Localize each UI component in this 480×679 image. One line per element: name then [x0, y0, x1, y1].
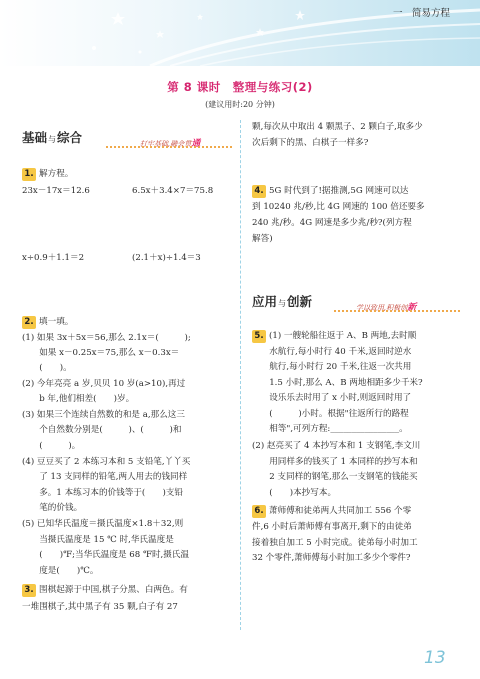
question-line: 多。1 本练习本的价钱等于( )支铅	[22, 488, 183, 498]
section-apply-header	[252, 294, 462, 316]
question-number: 3.	[22, 584, 36, 597]
question-line: ( )本抄写本。	[252, 488, 337, 498]
question-number: 5.	[252, 330, 266, 343]
section-basic-dots	[106, 146, 232, 148]
section-apply-title: 应用与创新	[252, 294, 313, 309]
question-line: 解答)	[252, 234, 273, 244]
question-number: 2.	[22, 316, 36, 329]
equation: 6.5x＋3.4×7＝75.8	[132, 186, 214, 196]
question-line: 240 兆/秒。4G 网速是多少兆/秒?(列方程	[252, 218, 412, 228]
equation: x÷0.9＋1.1＝2	[22, 253, 85, 263]
question-line: 设乐乐去时用了 x 小时,则返回时用了	[252, 393, 412, 403]
column-divider	[240, 120, 241, 630]
equation: (2.1＋x)÷1.4＝3	[132, 253, 201, 263]
question-line: 接着独自加工 5 小时完成。徒弟每小时加工	[252, 538, 418, 548]
question-line: 相等",可列方程:________________。	[252, 424, 408, 434]
chapter-title: 一 简易方程	[393, 8, 451, 19]
question-line: 笔的价钱。	[22, 503, 83, 513]
question-number: 6.	[252, 505, 266, 518]
question-2: 2. 填一填。	[22, 315, 73, 330]
question-line: (1) 如果 3x＋5x＝56,那么 2.1x＝( );	[22, 333, 191, 343]
question-4: 4. 5G 时代到了!据推测,5G 网速可以达	[252, 184, 408, 199]
section-basic-title: 基础与综合	[22, 130, 83, 145]
question-3: 3. 围棋起源于中国,棋子分黑、白两色。有	[22, 583, 188, 598]
question-line: (2) 今年亮亮 a 岁,贝贝 10 岁(a>10),再过	[22, 379, 186, 389]
question-line: 用同样多的钱买了 1 本同样的抄写本和	[252, 457, 418, 467]
question-6: 6. 萧师傅和徒弟两人共同加工 556 个零	[252, 504, 411, 519]
question-line: (3) 如果三个连续自然数的和是 a,那么这三	[22, 410, 185, 420]
section-basic-header	[22, 130, 232, 152]
question-line: 个自然数分别是( )、( )和	[22, 425, 182, 435]
question-line: b 年,他们相差( )岁。	[22, 394, 135, 404]
question-line: 当摄氏温度是 15 ℃ 时,华氏温度是	[22, 535, 174, 545]
question-line: 件,6 小时后萧师傅有事离开,剩下的由徒弟	[252, 522, 412, 532]
question-line: ( )。	[22, 441, 81, 451]
question-number: 1.	[22, 168, 36, 181]
page-number: 13	[424, 648, 446, 668]
question-line: 颗,每次从中取出 4 颗黑子、2 颗白子,取多少	[252, 122, 423, 132]
question-line: 度是( )℃。	[22, 566, 99, 576]
question-line: ( )℉;当华氏温度是 68 ℉时,摄氏温	[22, 550, 190, 560]
equation: 23x－17x＝12.6	[22, 186, 90, 196]
question-line: 水航行,每小时行 40 千米,返回时逆水	[252, 347, 412, 357]
question-line: 到 10240 兆/秒,比 4G 网速的 100 倍还要多	[252, 202, 425, 212]
question-line: 32 个零件,萧师傅每小时加工多少个零件?	[252, 553, 411, 563]
question-line: 一堆围棋子,其中黑子有 35 颗,白子有 27	[22, 602, 178, 612]
question-line: 次后剩下的黑、白棋子一样多?	[252, 138, 369, 148]
question-line: 2 支同样的钢笔,那么一支钢笔的钱能买	[252, 472, 418, 482]
question-line: (4) 豆豆买了 2 本练习本和 5 支铅笔,丫丫买	[22, 457, 191, 467]
section-apply-dots	[334, 310, 460, 312]
question-1: 1. 解方程。	[22, 167, 73, 182]
question-line: (2) 赵亮买了 4 本抄写本和 1 支钢笔,李文川	[252, 441, 421, 451]
lesson-title: 第 8 课时 整理与练习(2)	[167, 80, 313, 94]
question-5: 5. (1) 一艘轮船往返于 A、B 两地,去时顺	[252, 329, 416, 344]
question-line: ( )。	[22, 363, 72, 373]
question-line: (5) 已知华氏温度＝摄氏温度×1.8＋32,则	[22, 519, 184, 529]
question-line: 航行,每小时行 20 千米,往返一次共用	[252, 362, 412, 372]
lesson-subtitle: (建议用时:20 分钟)	[205, 100, 275, 109]
header-band	[0, 0, 480, 66]
section-basic-slogan: 打牢基础,融会贯通	[140, 139, 201, 149]
question-number: 4.	[252, 185, 266, 198]
question-line: ( )小时。根据"往返所行的路程	[252, 409, 409, 419]
question-line: 了 13 支同样的铅笔,两人用去的钱同样	[22, 472, 188, 482]
question-line: 1.5 小时,那么 A、B 两地相距多少千米?	[252, 378, 423, 388]
question-line: 如果 x－0.25x＝75,那么 x－0.3x＝	[22, 348, 180, 358]
section-apply-slogan: 学以致用,积极创新	[356, 303, 417, 313]
